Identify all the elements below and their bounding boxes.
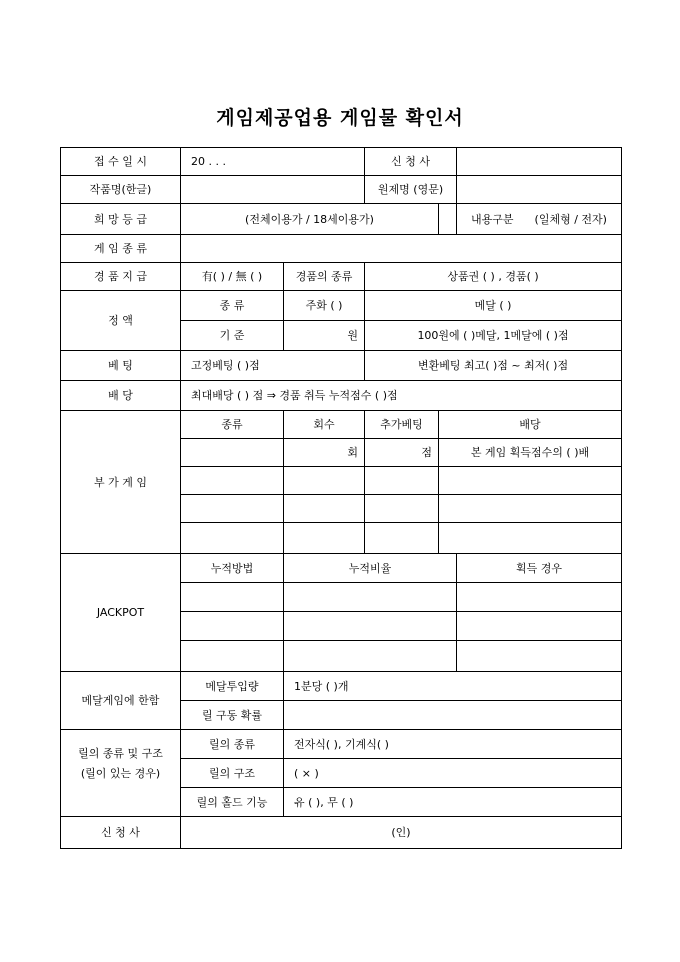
jackpot-header-ratio: 누적비율	[284, 554, 457, 583]
amount-base-label: 기 준	[181, 321, 284, 351]
bonus-cell[interactable]: 본 게임 획득점수의 ( )배	[439, 439, 622, 467]
reception-date-label: 접 수 일 시	[61, 148, 181, 176]
prize-kind-value[interactable]: 상품권 ( ) , 경품( )	[365, 263, 622, 291]
jackpot-cell[interactable]	[284, 612, 457, 641]
bonus-cell[interactable]	[181, 439, 284, 467]
reception-date-value[interactable]: 20 . . .	[181, 148, 365, 176]
bonus-game-label: 부 가 게 임	[61, 411, 181, 554]
bonus-header-count: 회수	[284, 411, 365, 439]
jackpot-cell[interactable]	[181, 583, 284, 612]
reel-probability-value[interactable]	[284, 701, 622, 730]
payout-label: 배 당	[61, 381, 181, 411]
bonus-cell[interactable]	[365, 467, 439, 495]
amount-won[interactable]: 원	[284, 321, 365, 351]
medal-game-label: 메달게임에 한함	[61, 672, 181, 730]
bonus-cell[interactable]	[181, 467, 284, 495]
prize-label: 경 품 지 급	[61, 263, 181, 291]
reel-probability-label: 릴 구동 확률	[181, 701, 284, 730]
bonus-cell[interactable]	[284, 467, 365, 495]
amount-base-value[interactable]: 100원에 ( )메달, 1메달에 ( )점	[365, 321, 622, 351]
application-form-table	[60, 147, 622, 849]
reel-label-line2: (릴이 있는 경우)	[80, 767, 161, 780]
work-name-en-label: 원제명 (영문)	[365, 176, 457, 204]
jackpot-cell[interactable]	[181, 641, 284, 672]
bonus-cell[interactable]: 점	[365, 439, 439, 467]
bonus-cell[interactable]	[365, 495, 439, 523]
jackpot-cell[interactable]	[457, 641, 622, 672]
bonus-cell[interactable]	[439, 523, 622, 554]
rating-value[interactable]: (전체이용가 / 18세이용가)	[181, 204, 439, 235]
jackpot-cell[interactable]	[284, 583, 457, 612]
applicant-seal[interactable]: (인)	[181, 817, 622, 849]
prize-value[interactable]: 有( ) / 無 ( )	[181, 263, 284, 291]
betting-fixed[interactable]: 고정베팅 ( )점	[181, 351, 365, 381]
content-type-value[interactable]: (일체형 / 전자)	[534, 212, 607, 226]
bonus-cell[interactable]	[439, 495, 622, 523]
jackpot-cell[interactable]	[457, 583, 622, 612]
jackpot-header-method: 누적방법	[181, 554, 284, 583]
betting-label: 베 팅	[61, 351, 181, 381]
amount-medal[interactable]: 메달 ( )	[365, 291, 622, 321]
bonus-cell[interactable]	[439, 467, 622, 495]
reel-label	[61, 730, 181, 817]
reel-hold-label: 릴의 홀드 기능	[181, 788, 284, 817]
reel-type-label: 릴의 종류	[181, 730, 284, 759]
medal-input-label: 메달투입량	[181, 672, 284, 701]
game-type-label: 게 임 종 류	[61, 235, 181, 263]
bonus-cell[interactable]	[284, 523, 365, 554]
bonus-header-payout: 배당	[439, 411, 622, 439]
amount-label: 정 액	[61, 291, 181, 351]
prize-kind-label: 경품의 종류	[284, 263, 365, 291]
work-name-en-value[interactable]	[457, 176, 622, 204]
work-name-kr-value[interactable]	[181, 176, 365, 204]
medal-input-value[interactable]: 1분당 ( )개	[284, 672, 622, 701]
bonus-header-extra-bet: 추가베팅	[365, 411, 439, 439]
content-type-label: 내용구분	[471, 212, 514, 226]
work-name-kr-label: 작품명(한글)	[61, 176, 181, 204]
bonus-cell[interactable]: 회	[284, 439, 365, 467]
applicant-top-label: 신 청 사	[365, 148, 457, 176]
payout-value[interactable]: 최대배당 ( ) 점 ⇒ 경품 취득 누적점수 ( )점	[181, 381, 622, 411]
jackpot-cell[interactable]	[284, 641, 457, 672]
reel-structure-value[interactable]: ( × )	[284, 759, 622, 788]
applicant-top-value[interactable]	[457, 148, 622, 176]
jackpot-header-condition: 획득 경우	[457, 554, 622, 583]
page-title: 게임제공업용 게임물 확인서	[216, 107, 464, 129]
game-type-value[interactable]	[181, 235, 622, 263]
jackpot-cell[interactable]	[181, 612, 284, 641]
bonus-cell[interactable]	[365, 523, 439, 554]
bonus-cell[interactable]	[284, 495, 365, 523]
reel-type-value[interactable]: 전자식( ), 기계식( )	[284, 730, 622, 759]
jackpot-label: JACKPOT	[61, 554, 181, 672]
bonus-cell[interactable]	[181, 495, 284, 523]
applicant-bottom-label: 신 청 사	[61, 817, 181, 849]
reel-label-line1: 릴의 종류 및 구조	[78, 747, 163, 760]
betting-variable[interactable]: 변환베팅 최고( )점 ~ 최저( )점	[365, 351, 622, 381]
reel-structure-label: 릴의 구조	[181, 759, 284, 788]
rating-label: 희 망 등 급	[61, 204, 181, 235]
amount-kind-label: 종 류	[181, 291, 284, 321]
bonus-header-kind: 종류	[181, 411, 284, 439]
bonus-cell[interactable]	[181, 523, 284, 554]
jackpot-cell[interactable]	[457, 612, 622, 641]
reel-hold-value[interactable]: 유 ( ), 무 ( )	[284, 788, 622, 817]
amount-coin[interactable]: 주화 ( )	[284, 291, 365, 321]
